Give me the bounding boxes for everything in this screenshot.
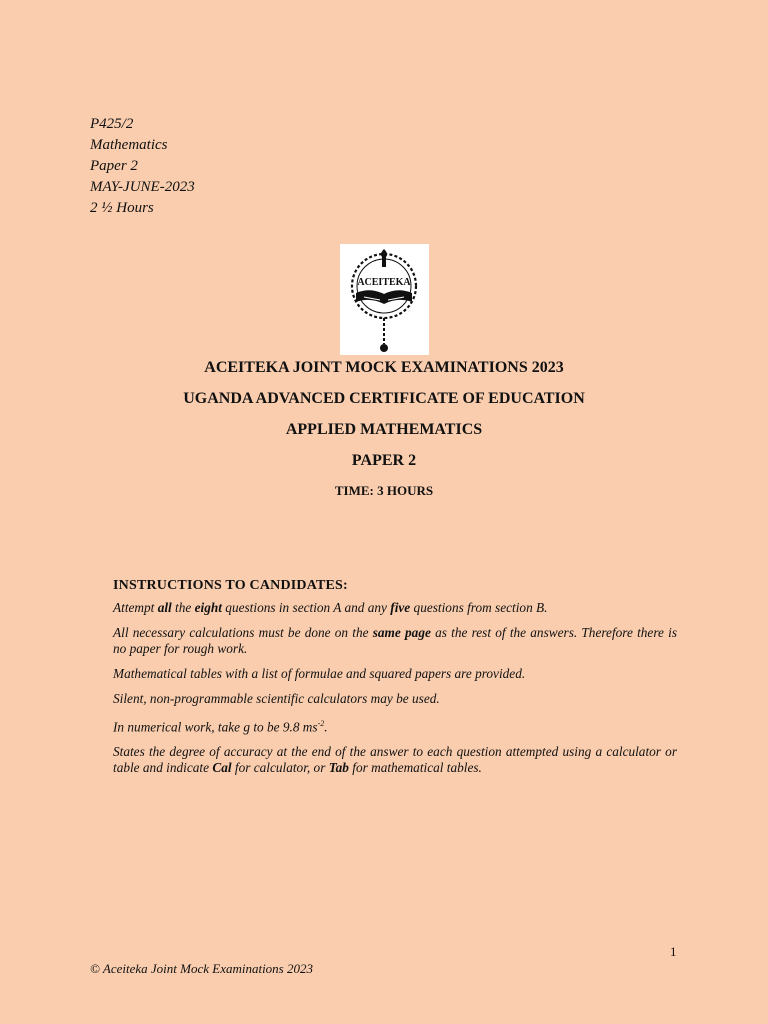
exam-board-title: ACEITEKA JOINT MOCK EXAMINATIONS 2023 [204, 359, 564, 376]
exam-duration: 2 ½ Hours [90, 200, 154, 216]
aceiteka-logo [340, 244, 429, 355]
paper-code: P425/2 [90, 116, 134, 132]
exam-session: MAY-JUNE-2023 [90, 179, 195, 195]
instruction-accuracy: States the degree of accuracy at the end of the answer to each question attempted using a calculator or table and indicate Cal for calculator, or Tab for mathematical tables. [113, 744, 677, 776]
instructions-heading: INSTRUCTIONS TO CANDIDATES: [113, 578, 348, 593]
instructions-section [113, 578, 677, 785]
instruction-attempt: Attempt all the eight questions in section A and any five questions from section B. [113, 600, 548, 615]
certificate-title: UGANDA ADVANCED CERTIFICATE OF EDUCATION [183, 390, 585, 407]
paper-title: PAPER 2 [351, 452, 417, 469]
instruction-tables: Mathematical tables with a list of formulae and squared papers are provided. [113, 666, 526, 681]
instruction-calculations: All necessary calculations must be done on the same page as the rest of the answers. Therefore there is no paper for rough work. [113, 625, 677, 656]
instruction-gravity: In numerical work, take g to be 9.8 $ms^{-2}$. [113, 719, 328, 735]
aceiteka-logo-emblem [340, 244, 429, 355]
subject-title: APPLIED MATHEMATICS [285, 421, 483, 438]
paper-subject: Mathematics [90, 137, 168, 153]
time-allowed: TIME: 3 HOURS [334, 483, 434, 498]
instruction-calculators: Silent, non-programmable scientific calculators may be used. [113, 691, 440, 706]
paper-number: Paper 2 [90, 158, 138, 174]
logo-text: ACEITEKA [357, 277, 411, 288]
copyright-notice: © Aceiteka Joint Mock Examinations 2023 [90, 961, 313, 976]
paper-header [90, 114, 195, 219]
page-number: 1 [670, 944, 677, 959]
